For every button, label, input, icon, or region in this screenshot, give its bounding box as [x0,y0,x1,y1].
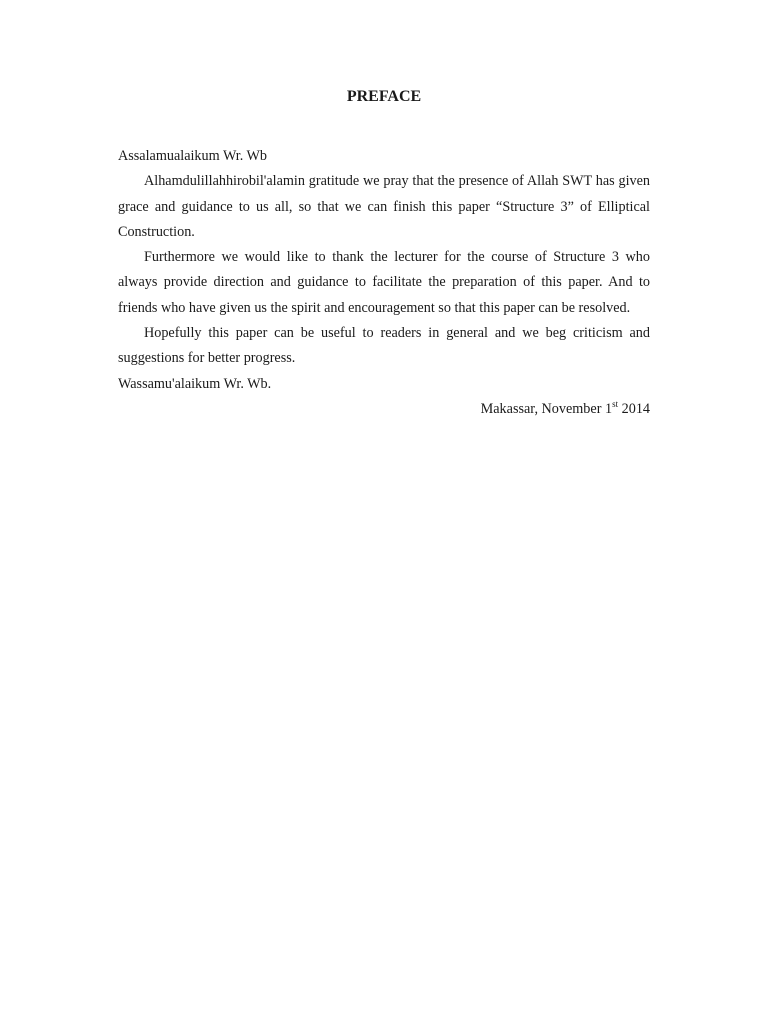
signature-year: 2014 [618,400,650,417]
page-title: PREFACE [346,88,422,105]
place-date-signature [118,397,650,422]
place-date-text: Makassar, November 1 [480,400,613,417]
paragraph-hope: Hopefully this paper can be useful to readers in general and we beg criticism and suggestions for better progress. [118,325,650,367]
paragraph-thanks: Furthermore we would like to thank the lecturer for the course of Structure 3 who always provide direction and guidance to facilitate the preparation of this paper. And to friends who have given us the spirit and encouragement so that this paper can be resolved. [118,249,650,316]
document-body [118,144,650,422]
ordinal-suffix: st [612,398,619,409]
closing-line: Wassamu'alaikum Wr. Wb. [118,375,272,392]
paragraph-gratitude: Alhamdulillahhirobil'alamin gratitude we pray that the presence of Allah SWT has given grace and guidance to us all, so that we can finish this paper “Structure 3” of Elliptical Construction. [118,173,650,240]
greeting-line: Assalamualaikum Wr. Wb [118,148,268,164]
